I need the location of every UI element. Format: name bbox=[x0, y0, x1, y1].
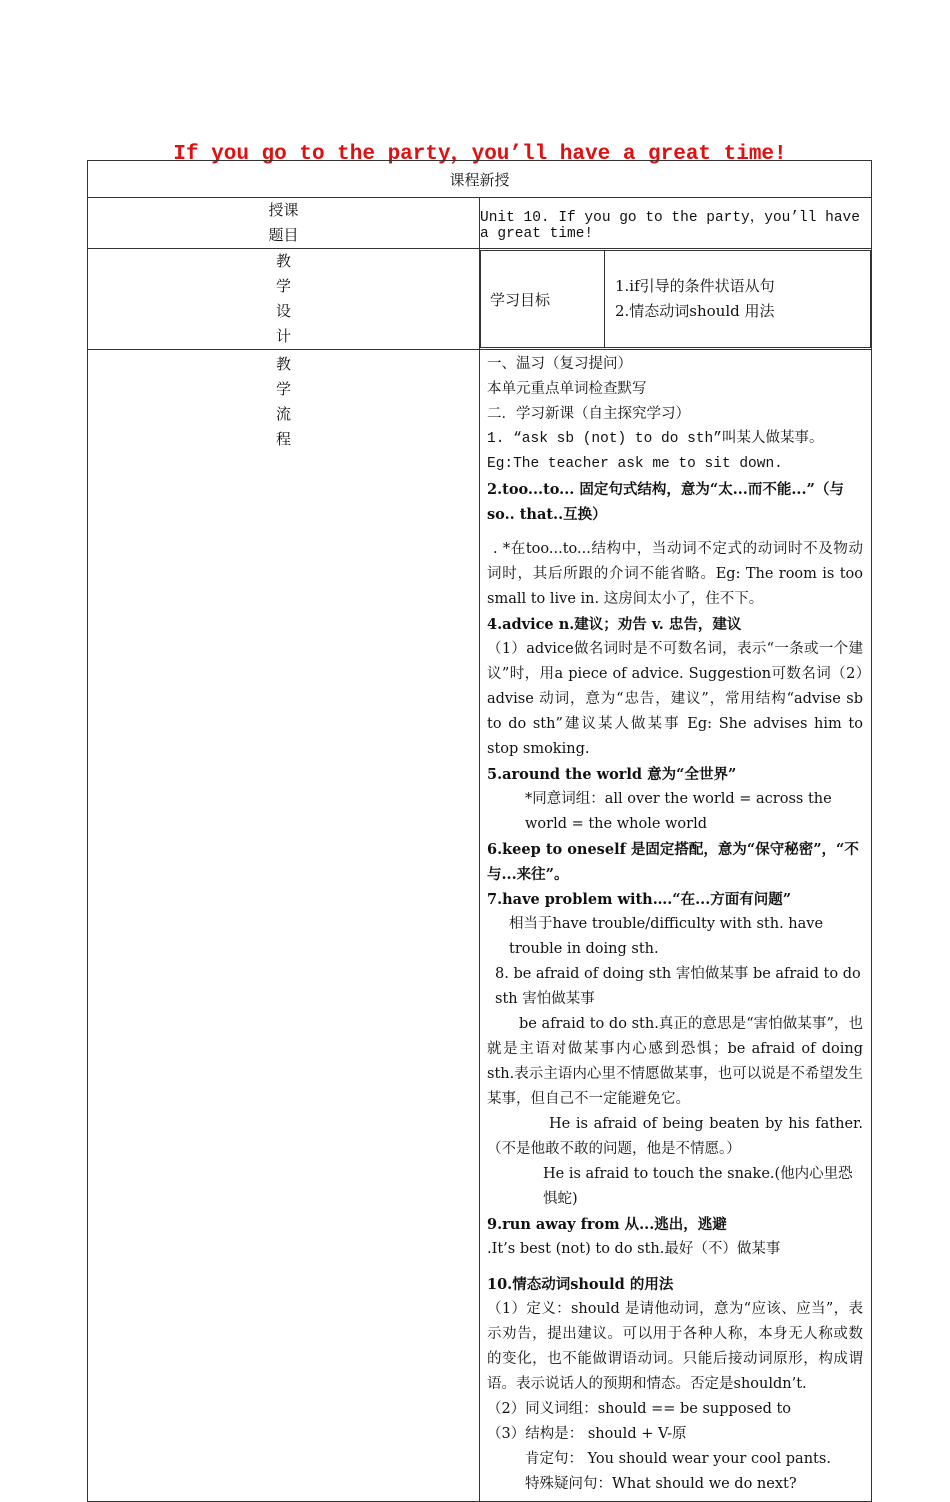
content-line: . *在too...to...结构中，当动词不定式的动词时不及物动词时，其后所跟的介词不能省略。Eg: The room is too small to live in. 这房间太小了，住不下。 bbox=[487, 541, 863, 607]
topic-value: Unit 10. If you go to the party，you’ll have a great time! bbox=[480, 198, 872, 249]
content-line: 7.have problem with….“在...方面有问题” bbox=[487, 891, 792, 908]
content-line: （1）advice做名词时是不可数名词，表示“一条或一个建议”时，用a piece of advice. Suggestion可数名词（2）advise 动词，意为“忠告，建议”，常用结构“advise sb to do sth”建议某人做某事 Eg: She advises him to stop smoking. bbox=[487, 641, 863, 757]
header-row bbox=[88, 161, 872, 198]
content-line: 相当于have trouble/difficulty with sth. have trouble in doing sth. bbox=[509, 916, 824, 957]
topic-row bbox=[88, 198, 872, 249]
goal-item: 1.if引导的条件状语从句 bbox=[615, 277, 775, 295]
content-line: 8. be afraid of doing sth 害怕做某事 be afraid to do sth 害怕做某事 bbox=[495, 966, 861, 1007]
content-line: 2.too...to... 固定句式结构，意为“太...而不能...”（与so.. that..互换） bbox=[487, 481, 844, 523]
flow-row bbox=[88, 350, 872, 1502]
content-line: 1. “ask sb (not) to do sth”叫某人做某事。 Eg:The teacher ask me to sit down. bbox=[487, 431, 824, 472]
flow-content bbox=[480, 350, 872, 1502]
content-line: 肯定句： You should wear your cool pants. bbox=[525, 1451, 831, 1467]
content-line: 4.advice n.建议；劝告 v. 忠告，建议 bbox=[487, 616, 742, 633]
table-header: 课程新授 bbox=[88, 161, 872, 198]
content-line: 特殊疑问句：What should we do next? bbox=[525, 1476, 797, 1492]
design-row bbox=[88, 249, 872, 350]
flow-label: 教 学 流 程 bbox=[88, 350, 480, 1502]
design-label: 教 学 设 计 bbox=[88, 249, 480, 350]
document-title: If you go to the party，you’ll have a great time! bbox=[173, 143, 787, 166]
content-line: （2）同义词组：should == be supposed to bbox=[487, 1401, 792, 1417]
content-line: He is afraid of being beaten by his father.（不是他敢不敢的问题，他是不情愿。） bbox=[487, 1116, 863, 1157]
content-line: 5.around the world 意为“全世界” bbox=[487, 766, 737, 783]
content-line: （3）结构是： should + V-原 bbox=[487, 1426, 687, 1442]
content-line: 本单元重点单词检查默写 bbox=[487, 381, 647, 397]
topic-label: 授课 题目 bbox=[88, 198, 480, 249]
goal-item: 2.情态动词should 用法 bbox=[615, 302, 775, 320]
content-line: 9.run away from 从...逃出，逃避 bbox=[487, 1216, 727, 1233]
lesson-table bbox=[87, 160, 872, 1502]
content-line: be afraid to do sth.真正的意思是“害怕做某事”，也就是主语对做某事内心感到恐惧；be afraid of doing sth.表示主语内心里不情愿做某事，也可以说是不希望发生某事，但自己不一定能避免它。 bbox=[487, 1016, 863, 1107]
content-line: 10.情态动词should 的用法 bbox=[487, 1276, 674, 1293]
content-line: 6.keep to oneself 是固定搭配，意为“保守秘密”，“不与...来往”。 bbox=[487, 841, 859, 883]
content-line: He is afraid to touch the snake.(他内心里恐惧蛇) bbox=[543, 1166, 853, 1207]
goals-list bbox=[605, 251, 871, 348]
design-cell bbox=[480, 249, 872, 350]
content-line: *同意词组：all over the world = across the world = the whole world bbox=[525, 791, 832, 832]
content-line: 一、温习（复习提问） bbox=[487, 356, 632, 372]
design-inner-table bbox=[480, 250, 871, 348]
content-line: 二．学习新课（自主探究学习） bbox=[487, 406, 690, 422]
goals-label: 学习目标 bbox=[481, 251, 605, 348]
content-line: .It’s best (not) to do sth.最好（不）做某事 bbox=[487, 1241, 781, 1257]
content-line: （1）定义：should 是请他动词，意为“应该、应当”，表示劝告，提出建议。可以用于各种人称，本身无人称或数的变化，也不能做谓语动词。只能后接动词原形，构成谓语。表示说话人的预期和情态。否定是shouldn’t. bbox=[487, 1301, 863, 1392]
